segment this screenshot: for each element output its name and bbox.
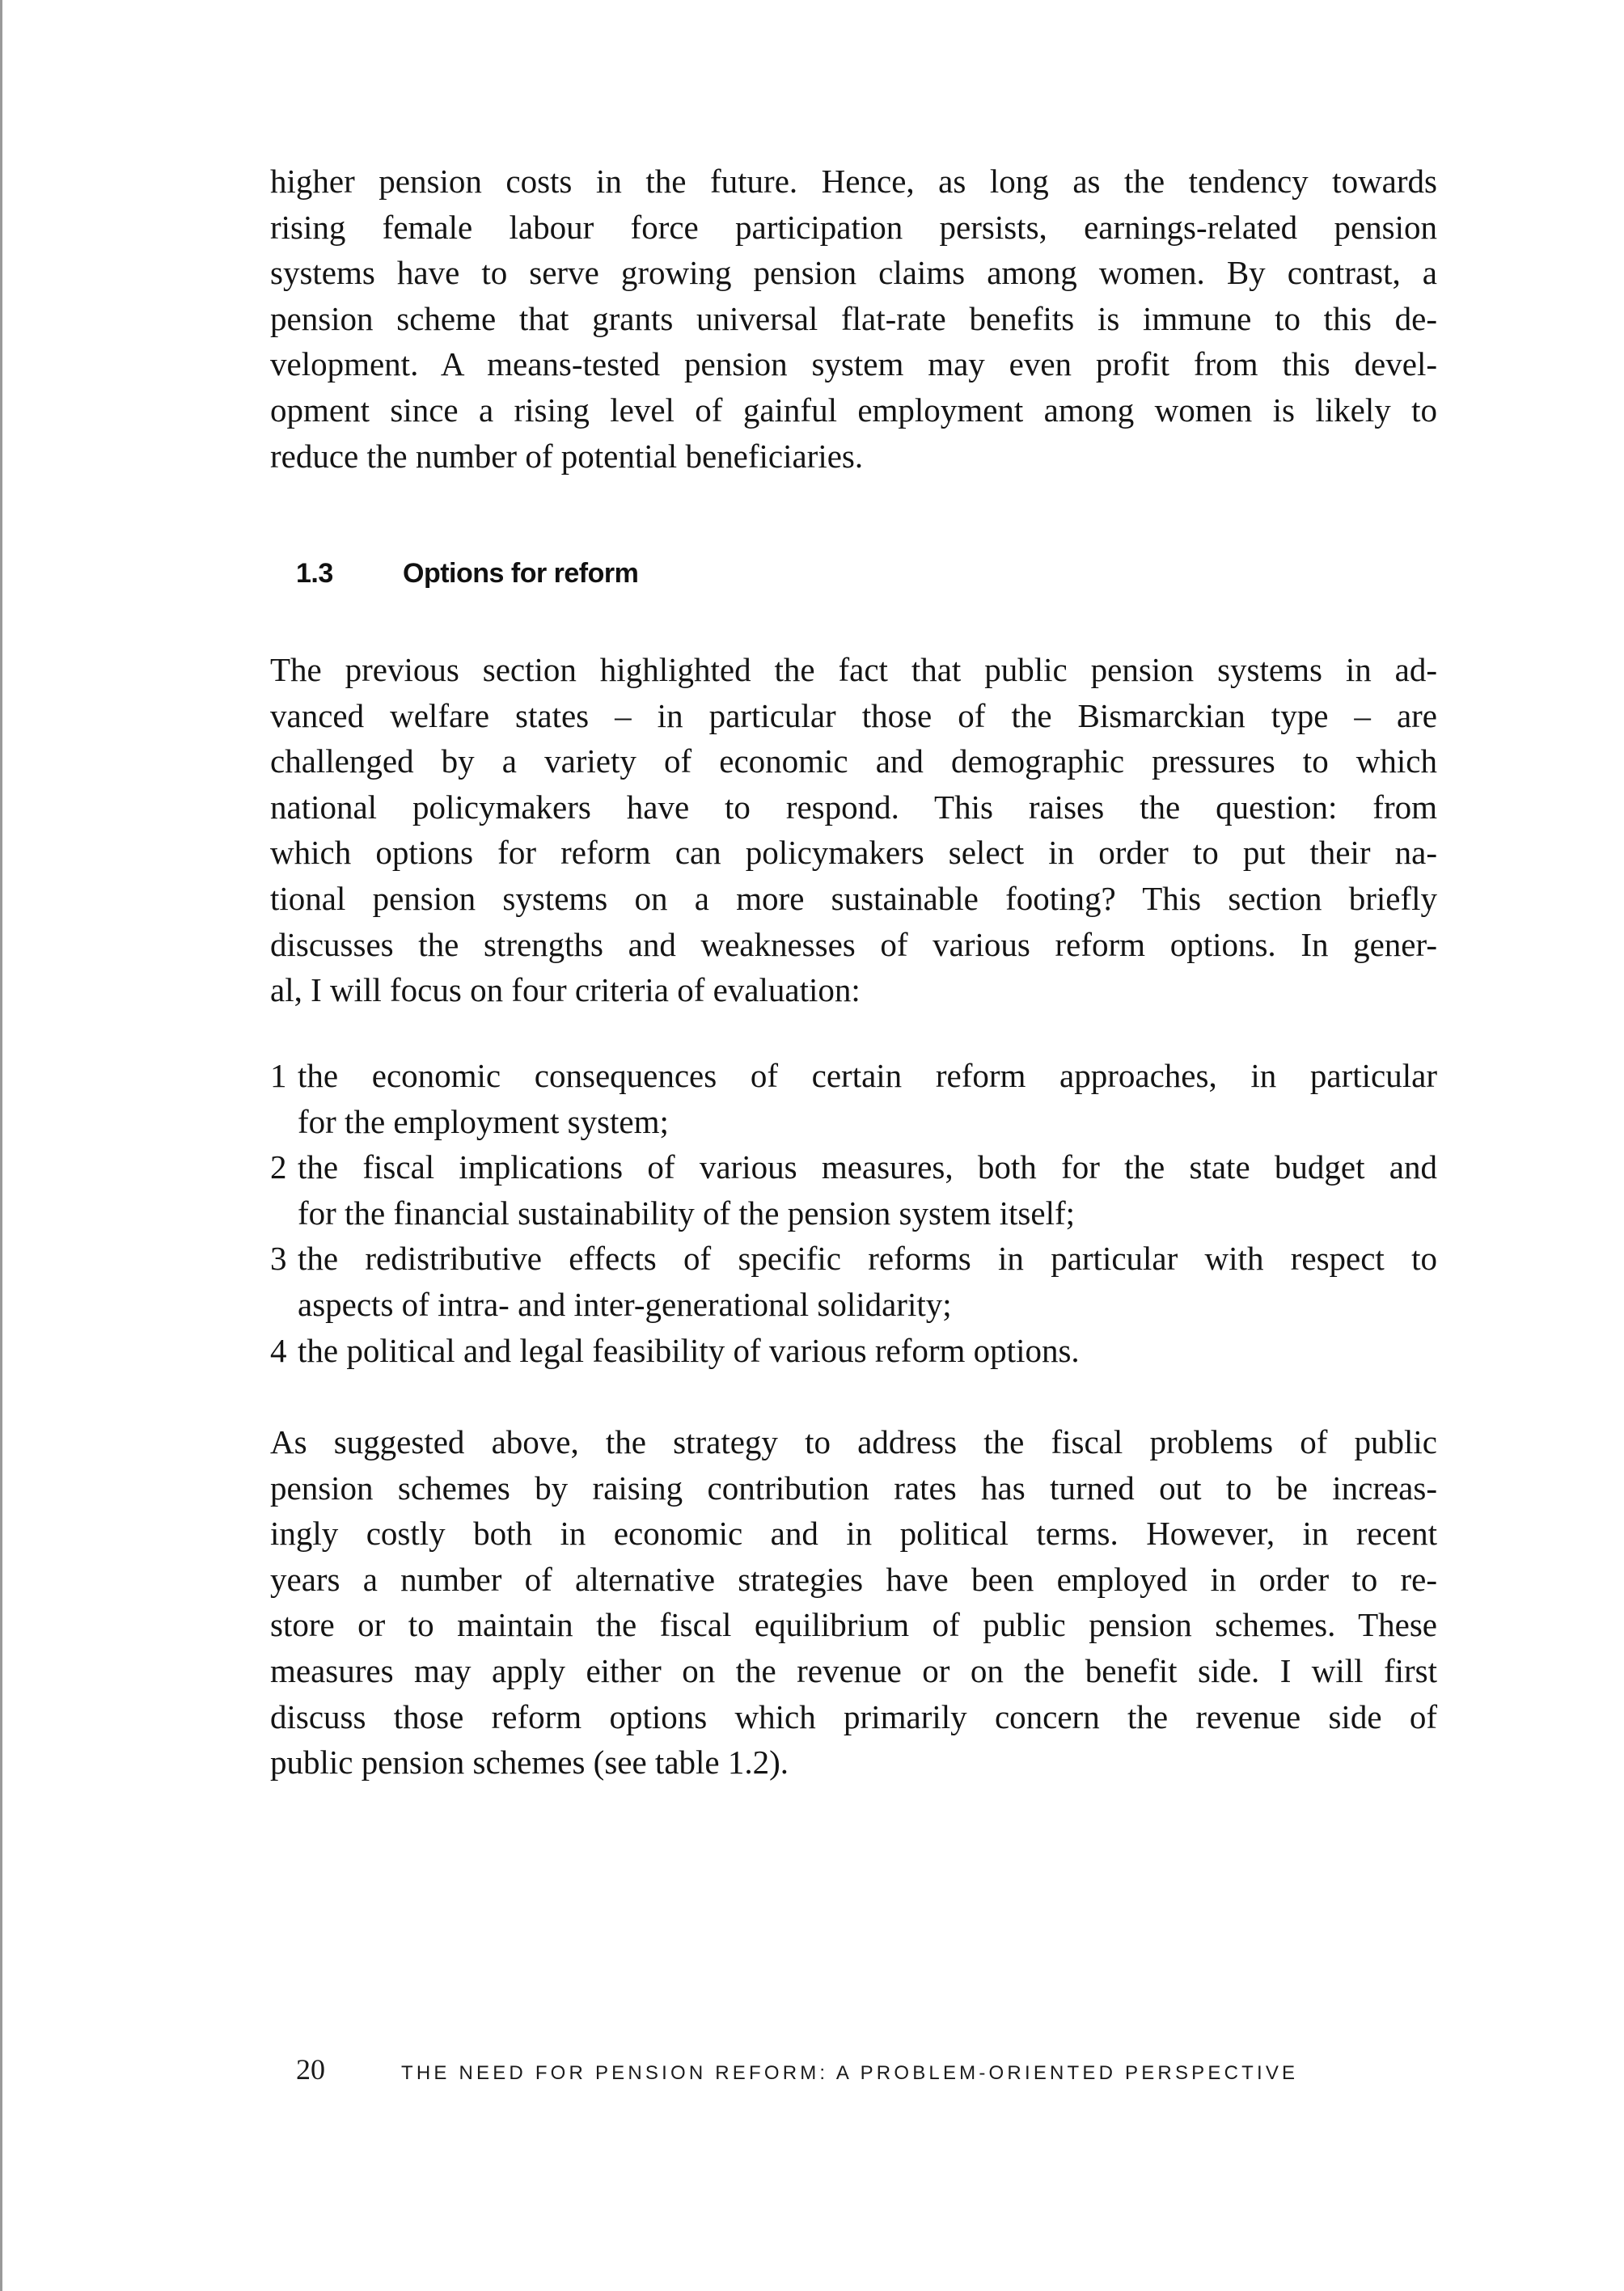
body-paragraph-1	[270, 159, 1437, 479]
text-line: the redistributive effects of specific reforms in particular with respect to	[298, 1240, 1437, 1278]
body-paragraph-2	[270, 647, 1437, 1013]
page-number: 20	[296, 2053, 325, 2086]
text-line: the fiscal implications of various measures, both for the state budget and	[298, 1148, 1437, 1186]
text-line: the political and legal feasibility of various reform options.	[298, 1331, 1080, 1369]
list-item	[270, 1053, 1437, 1144]
text-line: store or to maintain the fiscal equilibrium of public pension schemes. These	[270, 1606, 1437, 1644]
section-number: 1.3	[296, 558, 333, 589]
text-line: which options for reform can policymakers select in order to put their na-	[270, 834, 1437, 872]
text-line: the economic consequences of certain reform approaches, in particular	[298, 1057, 1437, 1094]
text-line: rising female labour force participation persists, earnings-related pension	[270, 208, 1437, 246]
text-line: years a number of alternative strategies have been employed in order to re-	[270, 1560, 1437, 1598]
text-line: discusses the strengths and weaknesses of various reform options. In gener-	[270, 925, 1437, 963]
text-line: public pension schemes (see table 1.2).	[270, 1744, 789, 1782]
text-line: for the financial sustainability of the pension system itself;	[298, 1194, 1076, 1232]
text-line: pension scheme that grants universal flat-rate benefits is immune to this de-	[270, 299, 1437, 337]
list-marker: 2	[270, 1148, 287, 1186]
text-line: systems have to serve growing pension claims among women. By contrast, a	[270, 254, 1437, 292]
text-line: opment since a rising level of gainful employment among women is likely to	[270, 391, 1437, 429]
list-item	[270, 1144, 1437, 1236]
page-edge-border	[0, 0, 2, 2291]
text-line: vanced welfare states – in particular those of the Bismarckian type – are	[270, 696, 1437, 734]
list-item	[270, 1236, 1437, 1327]
section-heading	[296, 558, 638, 590]
list-item	[270, 1328, 1437, 1374]
text-line: measures may apply either on the revenue or on the benefit side. I will first	[270, 1651, 1437, 1689]
list-marker: 4	[270, 1331, 287, 1369]
body-paragraph-3	[270, 1419, 1437, 1786]
text-line: As suggested above, the strategy to address the fiscal problems of public	[270, 1423, 1437, 1460]
text-line: ingly costly both in economic and in political terms. However, in recent	[270, 1515, 1437, 1553]
text-line: challenged by a variety of economic and demographic pressures to which	[270, 742, 1437, 780]
text-line: aspects of intra- and inter-generational solidarity;	[298, 1285, 952, 1323]
text-line: for the employment system;	[298, 1102, 669, 1140]
text-line: pension schemes by raising contribution rates has turned out to be increas-	[270, 1469, 1437, 1507]
text-line: tional pension systems on a more sustainable footing? This section briefly	[270, 879, 1437, 917]
section-title: Options for reform	[403, 558, 639, 589]
running-head: THE NEED FOR PENSION REFORM: A PROBLEM-ORIENTED PERSPECTIVE	[401, 2062, 1299, 2084]
list-marker: 1	[270, 1057, 287, 1094]
text-line: velopment. A means-tested pension system may even profit from this devel-	[270, 345, 1437, 383]
page-footer	[296, 2052, 1298, 2086]
criteria-list	[270, 1053, 1437, 1373]
text-line: reduce the number of potential beneficiaries.	[270, 437, 864, 475]
text-line: discuss those reform options which primarily concern the revenue side of	[270, 1697, 1437, 1735]
text-line: higher pension costs in the future. Hence, as long as the tendency towards	[270, 163, 1437, 200]
text-line: al, I will focus on four criteria of evaluation:	[270, 971, 861, 1009]
text-line: The previous section highlighted the fact that public pension systems in ad-	[270, 651, 1437, 688]
text-line: national policymakers have to respond. This raises the question: from	[270, 788, 1437, 826]
list-marker: 3	[270, 1240, 287, 1278]
